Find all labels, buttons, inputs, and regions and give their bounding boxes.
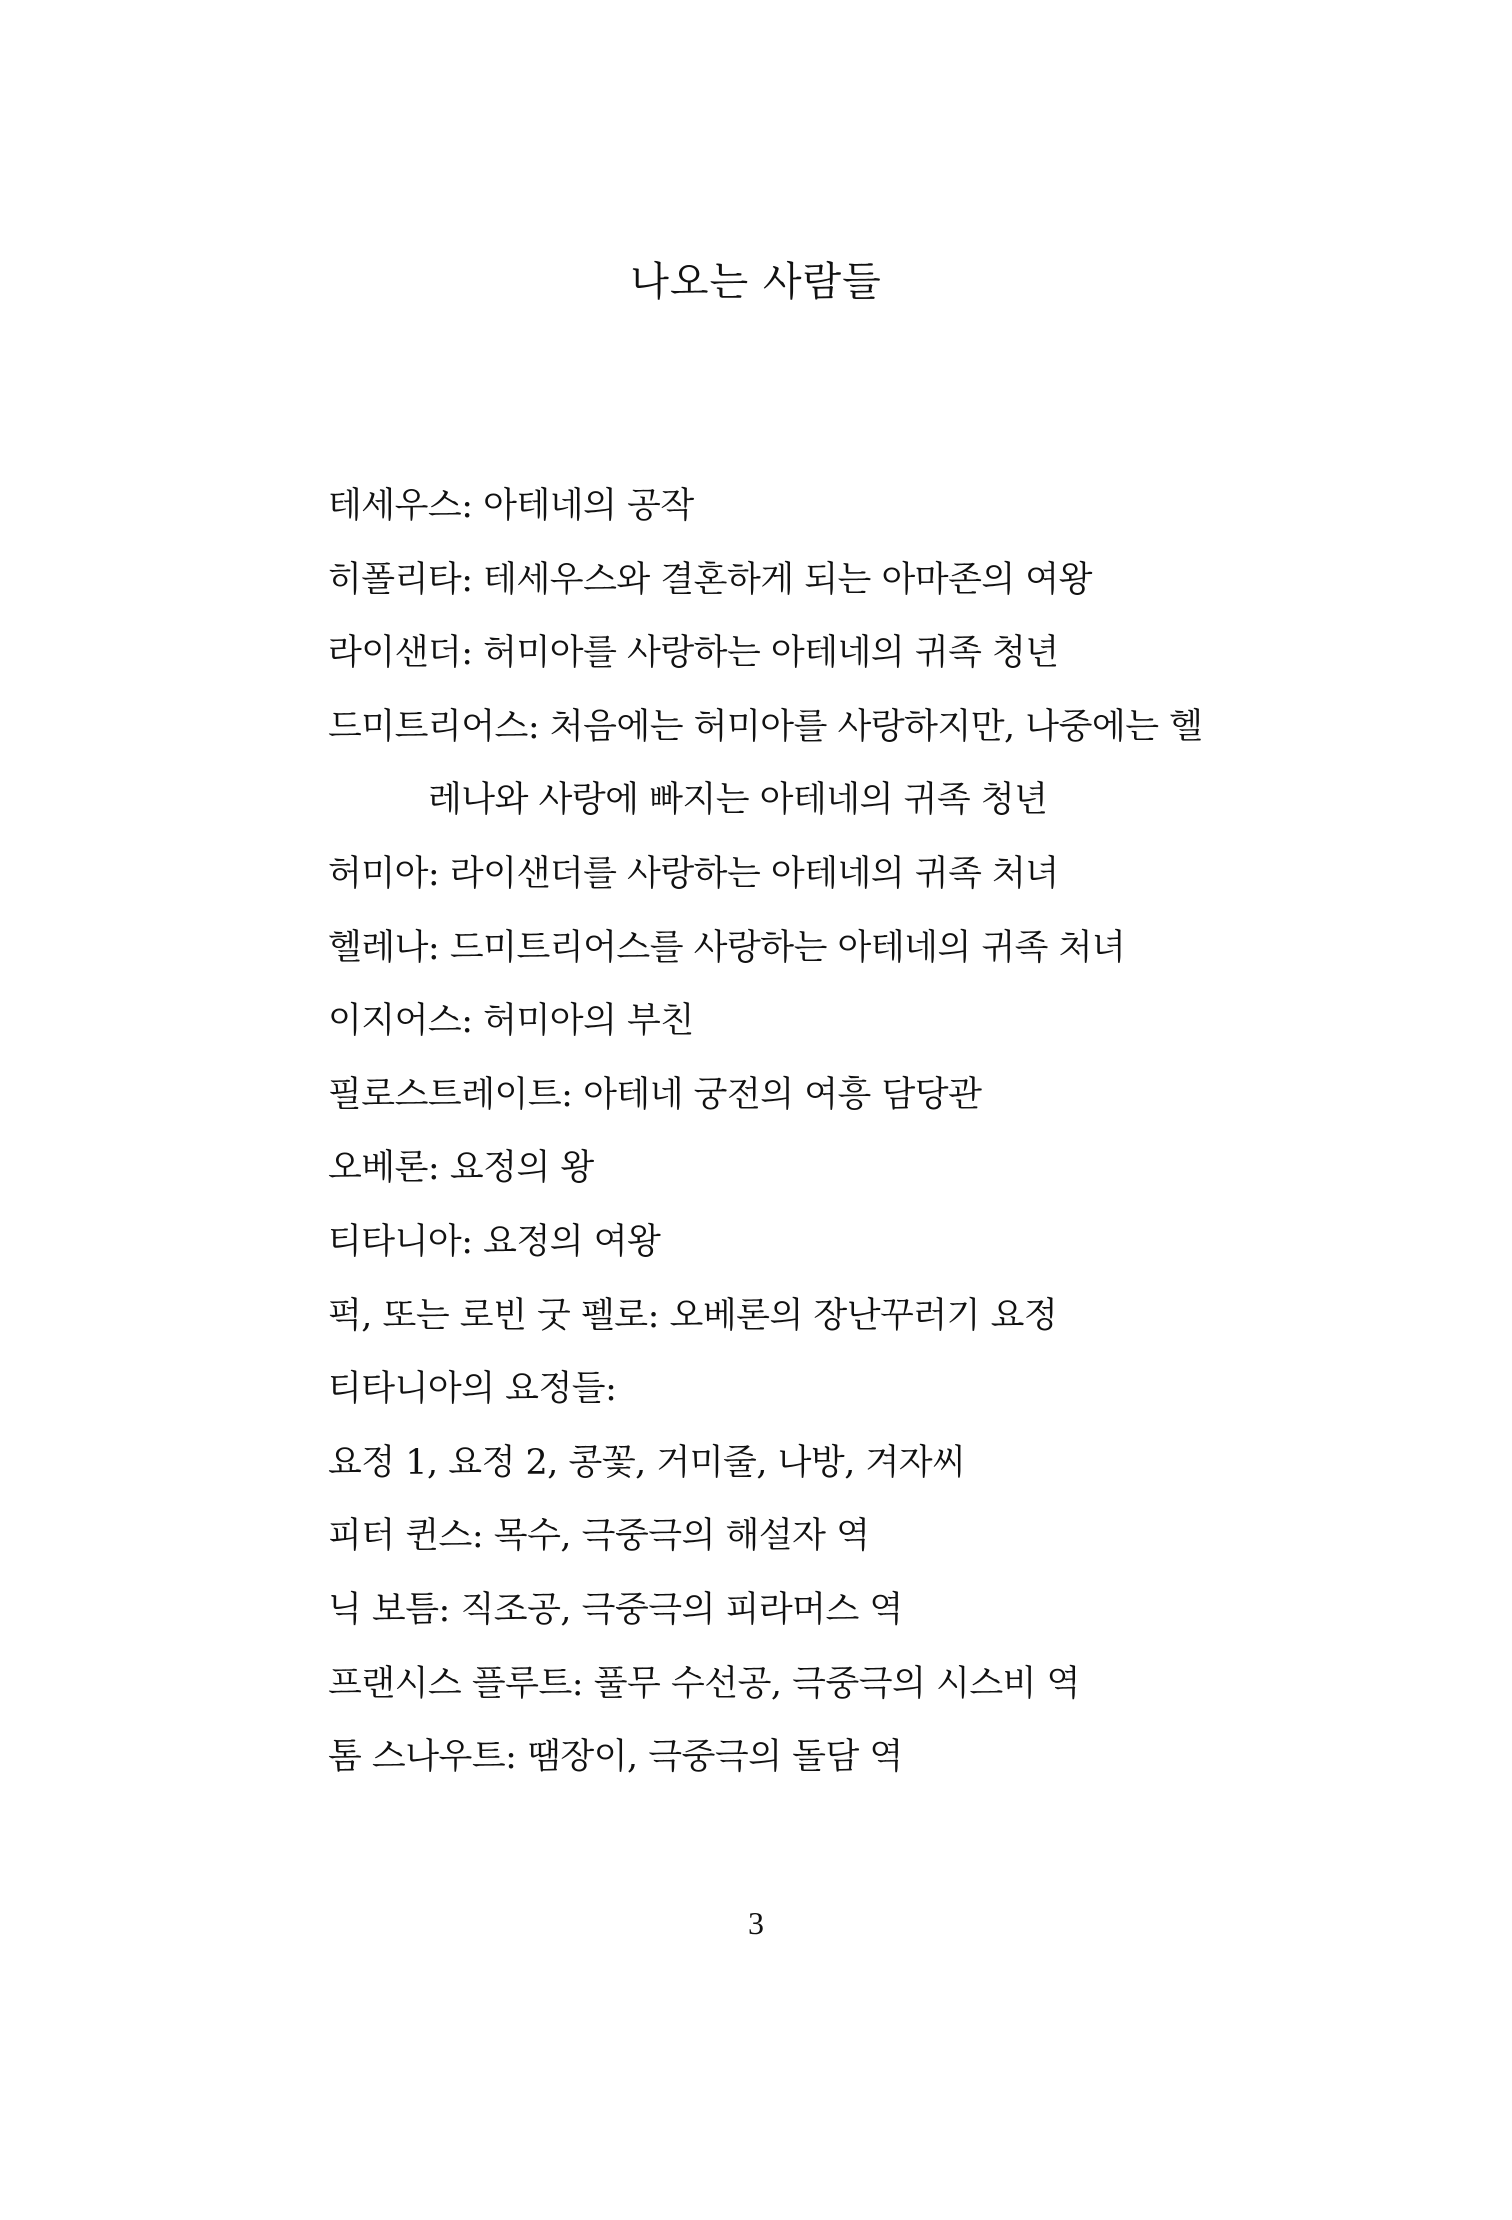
page-number: 3 (748, 1905, 764, 1941)
cast-line-tom-snout: 톰 스나우트: 땜장이, 극중극의 돌담 역 (328, 1737, 903, 1778)
cast-line-lysander: 라이샌더: 허미아를 사랑하는 아테네의 귀족 청년 (328, 633, 1059, 674)
cast-line-hermia: 허미아: 라이샌더를 사랑하는 아테네의 귀족 처녀 (328, 853, 1059, 894)
cast-line-hippolyta: 히폴리타: 테세우스와 결혼하게 되는 아마존의 여왕 (328, 559, 1092, 600)
cast-line-nick-bottom: 닉 보틈: 직조공, 극중극의 피라머스 역 (328, 1589, 903, 1630)
cast-line-egeus: 이지어스: 허미아의 부친 (328, 1001, 694, 1042)
cast-line-puck: 퍽, 또는 로빈 굿 펠로: 오베론의 장난꾸러기 요정 (328, 1295, 1058, 1336)
cast-line-demetrius: 드미트리어스: 처음에는 허미아를 사랑하지만, 나중에는 헬 (328, 706, 1203, 747)
cast-line-titania-fairies-heading: 티타니아의 요정들: (328, 1369, 617, 1410)
cast-line-titania: 티타니아: 요정의 여왕 (328, 1221, 661, 1262)
cast-line-demetrius-continued: 레나와 사랑에 빠지는 아테네의 귀족 청년 (428, 780, 1048, 821)
page-title: 나오는 사람들 (630, 259, 882, 305)
cast-line-francis-flute: 프랜시스 플루트: 풀무 수선공, 극중극의 시스비 역 (328, 1663, 1080, 1704)
cast-line-theseus: 테세우스: 아테네의 공작 (328, 486, 694, 526)
cast-line-helena: 헬레나: 드미트리어스를 사랑하는 아테네의 귀족 처녀 (328, 927, 1126, 968)
cast-list (328, 470, 1288, 1795)
cast-line-fairies: 요정 1, 요정 2, 콩꽃, 거미줄, 나방, 겨자씨 (328, 1442, 966, 1483)
cast-line-peter-quince: 피터 퀸스: 목수, 극중극의 해설자 역 (328, 1516, 870, 1557)
cast-line-oberon: 오베론: 요정의 왕 (328, 1148, 594, 1189)
cast-line-philostrate: 필로스트레이트: 아테네 궁전의 여흥 담당관 (328, 1074, 982, 1115)
